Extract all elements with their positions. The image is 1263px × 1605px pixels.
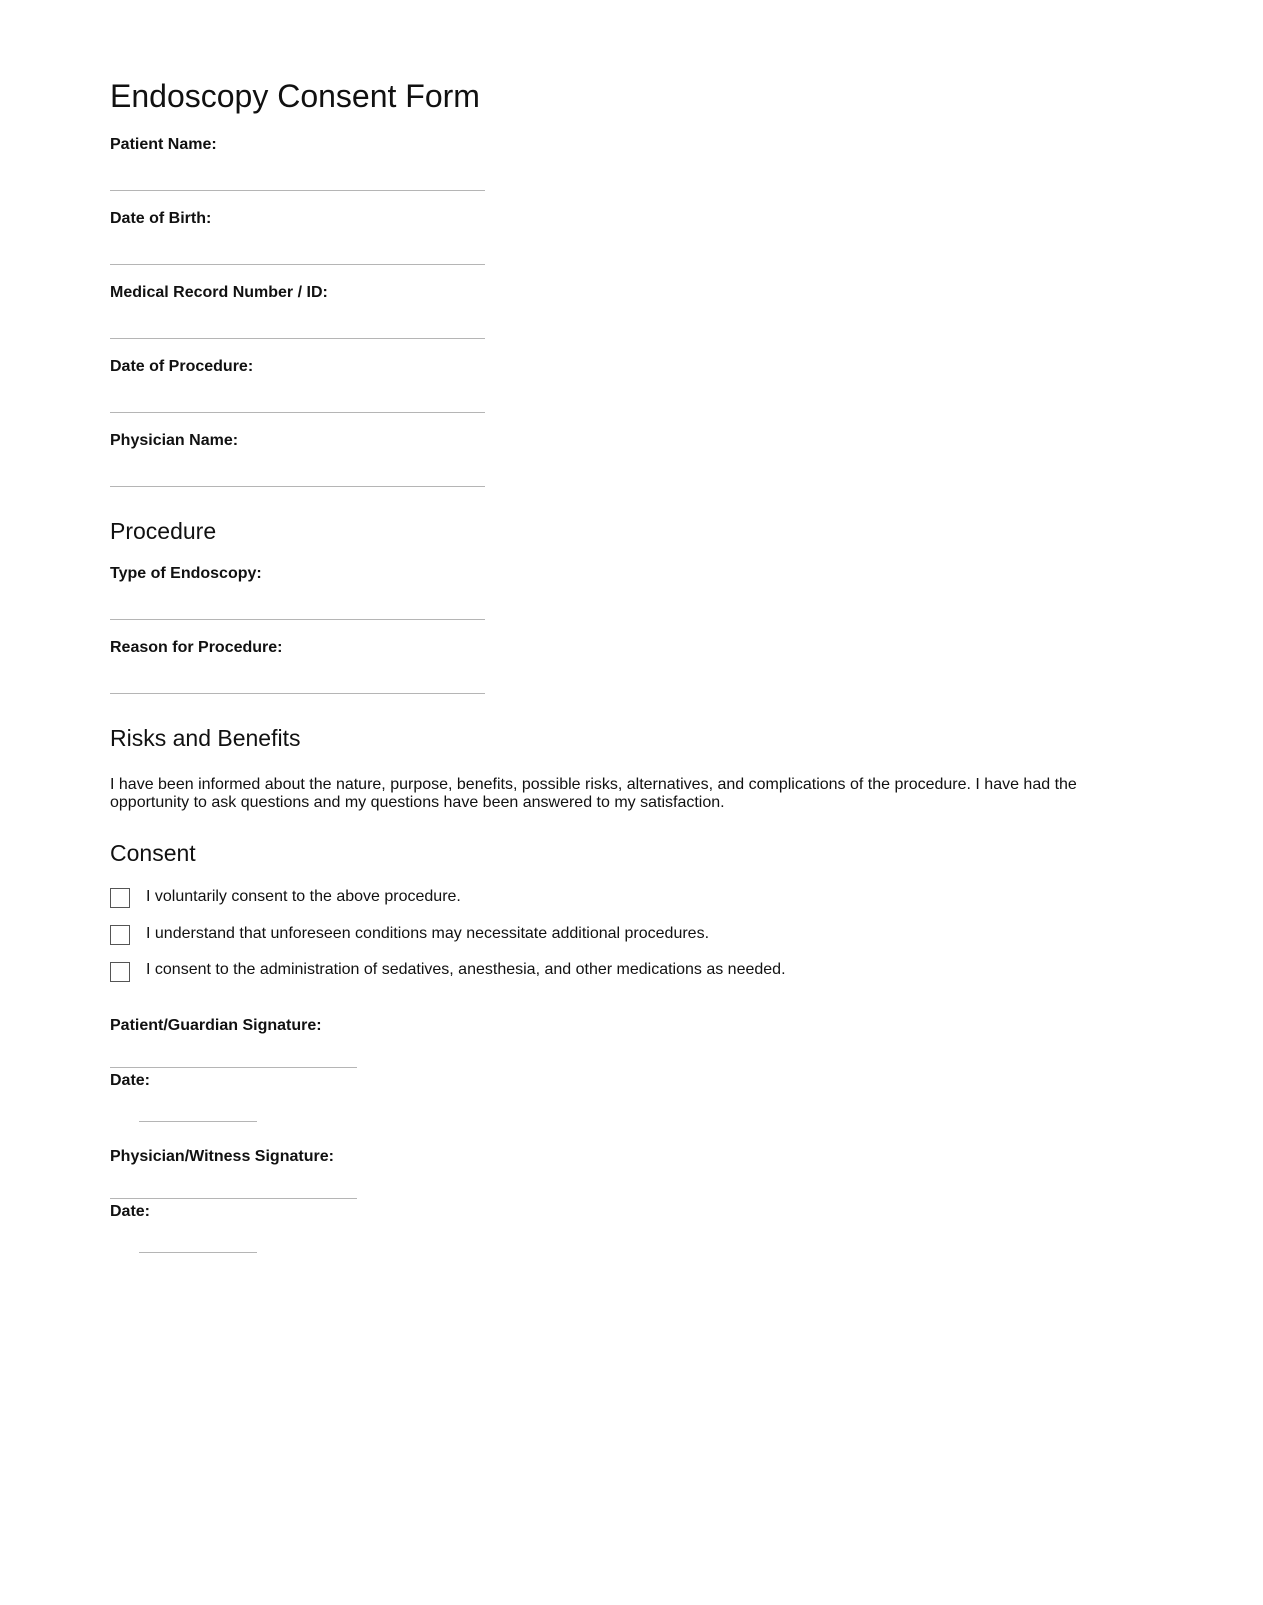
consent-label-unforeseen: I understand that unforeseen conditions may necessitate additional procedures. xyxy=(146,925,710,942)
consent-checkbox-procedure[interactable] xyxy=(110,888,130,908)
physician-date-input[interactable] xyxy=(139,1224,257,1253)
patient-date-input[interactable] xyxy=(139,1093,257,1122)
date-of-procedure-input[interactable] xyxy=(110,384,485,413)
consent-checkbox-unforeseen[interactable] xyxy=(110,925,130,945)
physician-date-label: Date: xyxy=(110,1203,151,1220)
endoscopy-type-input[interactable] xyxy=(110,591,485,620)
medical-record-input[interactable] xyxy=(110,310,485,339)
patient-date-label: Date: xyxy=(110,1072,151,1089)
patient-name-label: Patient Name: xyxy=(110,136,217,153)
consent-label-sedation: I consent to the administration of sedatives, anesthesia, and other medications as needed. xyxy=(146,961,786,978)
page-title: Endoscopy Consent Form xyxy=(110,78,480,114)
date-of-procedure-label: Date of Procedure: xyxy=(110,358,254,375)
consent-checkbox-sedation[interactable] xyxy=(110,962,130,982)
procedure-heading: Procedure xyxy=(110,518,217,544)
procedure-reason-label: Reason for Procedure: xyxy=(110,639,283,656)
date-of-birth-input[interactable] xyxy=(110,236,485,265)
consent-label-procedure: I voluntarily consent to the above procedure. xyxy=(146,888,461,905)
procedure-reason-input[interactable] xyxy=(110,665,485,694)
consent-heading: Consent xyxy=(110,840,196,866)
physician-name-input[interactable] xyxy=(110,458,485,487)
medical-record-label: Medical Record Number / ID: xyxy=(110,284,328,301)
endoscopy-type-label: Type of Endoscopy: xyxy=(110,565,262,582)
date-of-birth-label: Date of Birth: xyxy=(110,210,212,227)
risks-benefits-heading: Risks and Benefits xyxy=(110,725,301,751)
patient-name-input[interactable] xyxy=(110,162,485,191)
risks-benefits-text: I have been informed about the nature, purpose, benefits, possible risks, alternatives, and complications of the procedure. I have had the opportunity to ask questions and my questions have been answered to my satisfaction. xyxy=(110,776,1077,811)
physician-signature-label: Physician/Witness Signature: xyxy=(110,1148,334,1165)
patient-signature-input[interactable] xyxy=(110,1039,357,1068)
patient-signature-label: Patient/Guardian Signature: xyxy=(110,1017,322,1034)
physician-name-label: Physician Name: xyxy=(110,432,239,449)
physician-signature-input[interactable] xyxy=(110,1170,357,1199)
